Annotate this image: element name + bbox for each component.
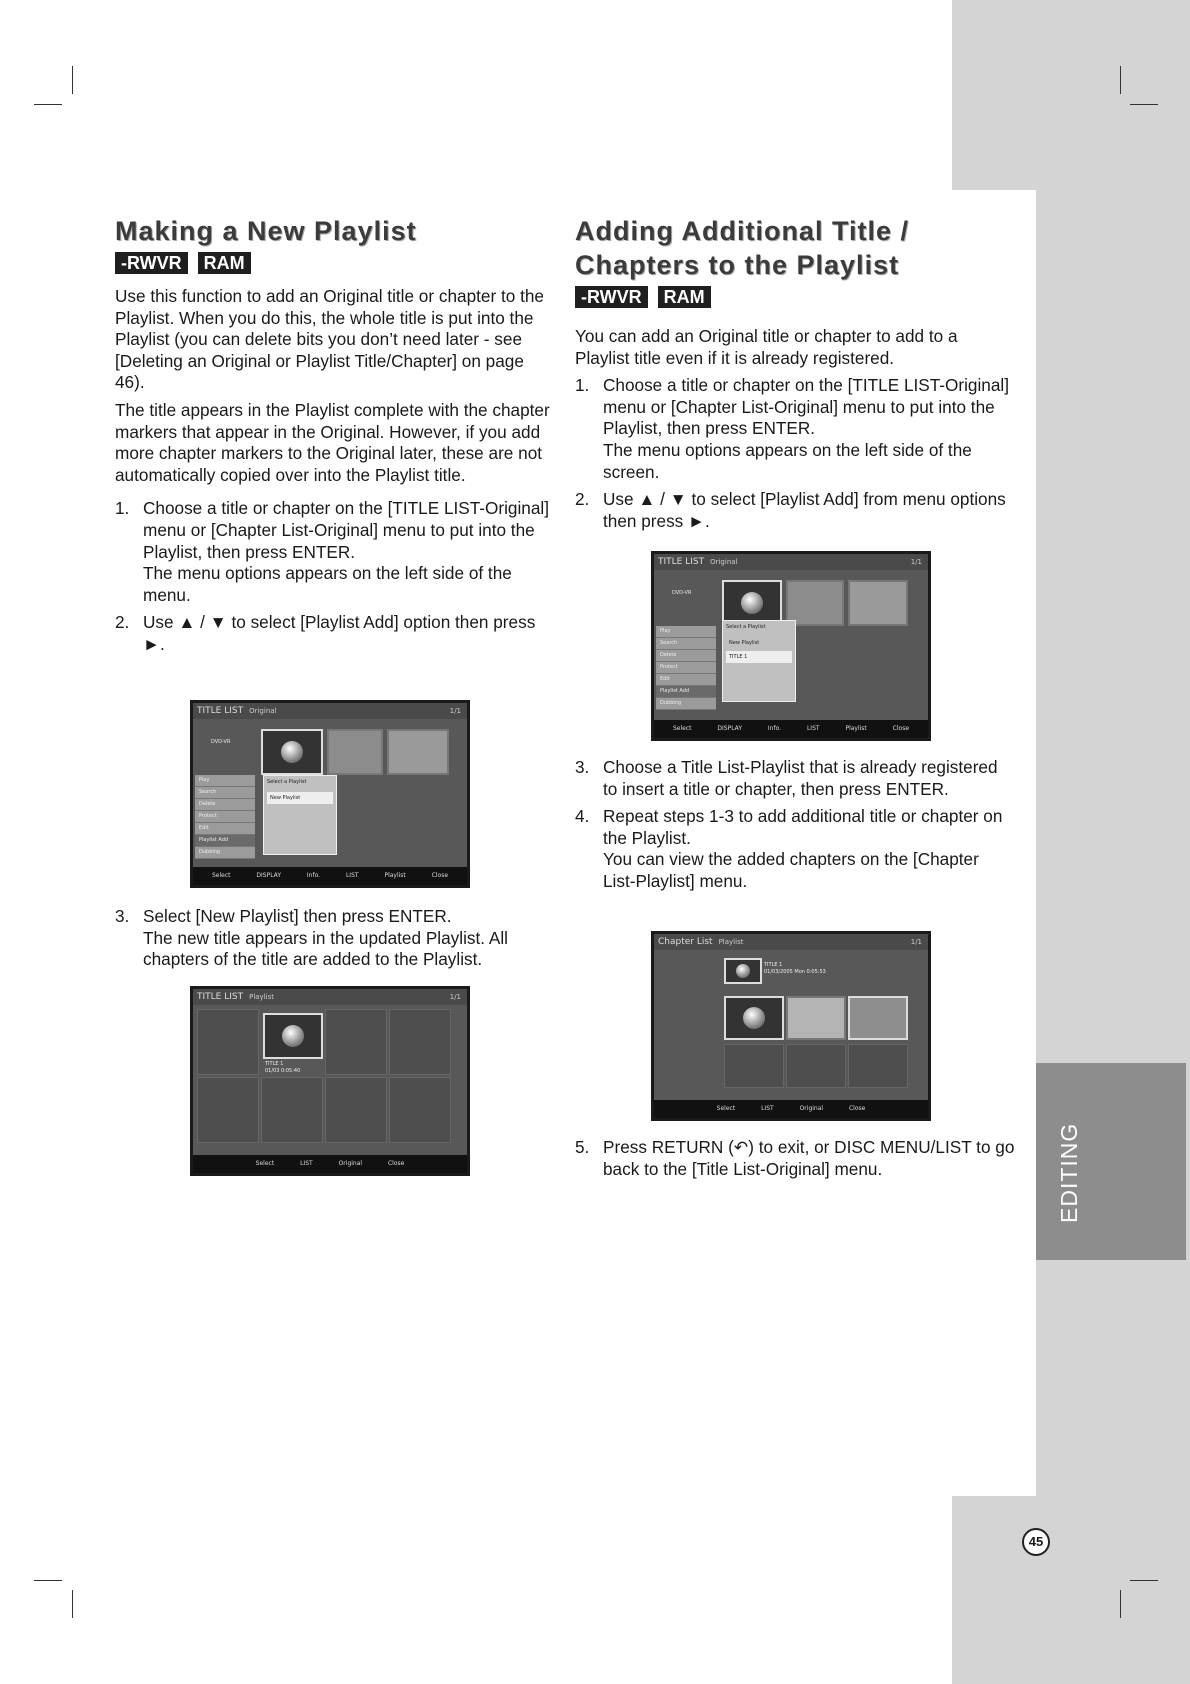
- crop-mark: [1130, 1580, 1158, 1581]
- thumbnail: [261, 729, 323, 775]
- menu-item[interactable]: Protect: [656, 662, 716, 674]
- popup-item[interactable]: TITLE 1: [726, 651, 792, 663]
- thumbnail[interactable]: [848, 996, 908, 1040]
- options-menu: [656, 626, 716, 710]
- thumbnail: [327, 729, 383, 775]
- list-item: [115, 612, 555, 655]
- popup-item[interactable]: New Playlist: [729, 640, 760, 646]
- disc-label: DVD-VR: [672, 590, 692, 596]
- steps-list: [575, 757, 1015, 893]
- menu-item[interactable]: Dubbing: [195, 847, 255, 859]
- grid-cell: [197, 1009, 259, 1075]
- menu-item[interactable]: Playlist Add: [656, 686, 716, 698]
- step-text: Press RETURN (↶) to exit, or DISC MENU/LIST to go back to the [Title List-Original] menu.: [603, 1137, 1015, 1179]
- thumbnail-image: [281, 741, 303, 763]
- step-number: 2.: [115, 612, 130, 633]
- steps-list: [115, 498, 555, 655]
- grid-cell: [325, 1009, 387, 1075]
- page-number: 45: [1022, 1528, 1050, 1556]
- step-note: The menu options appears on the left side of the menu.: [143, 563, 512, 605]
- disc-label: DVD-VR: [211, 739, 231, 745]
- thumbnail-image: [743, 1007, 765, 1029]
- steps-list: [115, 906, 555, 971]
- popup-title: Select a Playlist: [726, 624, 766, 630]
- step-number: 3.: [115, 906, 130, 926]
- screen-footer: Select DISPLAY Info. LIST Playlist Close: [654, 720, 928, 738]
- left-column: [115, 214, 555, 662]
- menu-item[interactable]: Search: [195, 787, 255, 799]
- disc-badge: RAM: [198, 252, 251, 274]
- step-number: 4.: [575, 806, 590, 827]
- list-item: [575, 806, 1015, 892]
- left-column-step3: [115, 906, 555, 977]
- screenshot-title-list-original: [190, 700, 470, 888]
- popup-item[interactable]: New Playlist: [267, 792, 333, 804]
- list-item: [575, 489, 1015, 532]
- menu-item[interactable]: Delete: [195, 799, 255, 811]
- disc-badges: [115, 252, 555, 274]
- screen-footer: Select LIST Original Close: [193, 1155, 467, 1173]
- disc-badge: -RWVR: [115, 252, 188, 274]
- list-item: [575, 757, 1015, 800]
- step-text: Use ▲ / ▼ to select [Playlist Add] option then press ►.: [143, 612, 536, 654]
- menu-item[interactable]: Play: [195, 775, 255, 787]
- step-text: Select [New Playlist] then press ENTER.: [143, 906, 452, 926]
- grid-cell: [389, 1009, 451, 1075]
- screen-header: [654, 554, 928, 570]
- right-column: [575, 214, 1015, 538]
- options-menu: [195, 775, 255, 859]
- step-text: Choose a title or chapter on the [TITLE LIST-Original] menu or [Chapter List-Original] menu to put into the Playlist, then press ENTER.: [603, 375, 1010, 439]
- screenshot-select-playlist: [651, 551, 931, 741]
- section-title: Making a New Playlist: [115, 216, 417, 246]
- step-text: Choose a title or chapter on the [TITLE LIST-Original] menu or [Chapter List-Original] menu to put into the Playlist, then press ENTER.: [143, 498, 550, 562]
- playlist-popup: [263, 775, 337, 855]
- crop-mark: [72, 66, 73, 94]
- thumbnail: [387, 729, 449, 775]
- menu-item[interactable]: Edit: [656, 674, 716, 686]
- thumbnail: [724, 958, 762, 984]
- menu-item[interactable]: Dubbing: [656, 698, 716, 710]
- intro-paragraph: You can add an Original title or chapter to add to a Playlist title even if it is already registered.: [575, 326, 958, 368]
- disc-badges: [575, 286, 1015, 308]
- intro-paragraph: The title appears in the Playlist complete with the chapter markers that appear in the Original. However, if you add more chapter markers to the Original later, these are not automatically copied over into the Playlist title.: [115, 399, 550, 485]
- screen-title: TITLE LIST: [197, 706, 244, 716]
- grid-cell: [786, 1044, 846, 1088]
- step-text: Use ▲ / ▼ to select [Playlist Add] from menu options then press ►.: [603, 489, 1006, 531]
- step-note: The new title appears in the updated Playlist. All chapters of the title are added to the Playlist.: [143, 927, 508, 970]
- crop-mark: [1120, 66, 1121, 94]
- crop-mark: [1130, 104, 1158, 105]
- grid-cell: [197, 1077, 259, 1143]
- section-tab-label: EDITING: [1056, 1122, 1082, 1223]
- playlist-popup: [722, 620, 796, 702]
- screen-header: [193, 703, 467, 719]
- section-tab: [1036, 1063, 1186, 1260]
- screen-header: [654, 934, 928, 950]
- step-number: 2.: [575, 489, 590, 510]
- crop-mark: [1120, 1590, 1121, 1618]
- screenshot-title-list-playlist: [190, 986, 470, 1176]
- list-item: [115, 498, 555, 606]
- screen-title: TITLE LIST: [658, 557, 705, 567]
- thumbnail: [848, 580, 908, 626]
- menu-item[interactable]: Play: [656, 626, 716, 638]
- thumbnail-image: [736, 964, 750, 978]
- screen-subtitle: Playlist: [718, 938, 744, 946]
- side-band-bottom: [952, 1496, 1190, 1684]
- screen-page: 1/1: [910, 558, 922, 566]
- screen-footer: Select LIST Original Close: [654, 1100, 928, 1118]
- crop-mark: [72, 1590, 73, 1618]
- step-note: You can view the added chapters on the [Chapter List-Playlist] menu.: [603, 849, 979, 891]
- screen-title: TITLE LIST: [197, 992, 244, 1002]
- screen-page: 1/1: [449, 707, 461, 715]
- list-item: [575, 1137, 1015, 1180]
- screen-subtitle: Original: [710, 558, 738, 566]
- list-item: [115, 906, 555, 971]
- side-band-top: [952, 0, 1190, 190]
- thumbnail[interactable]: [724, 996, 784, 1040]
- menu-item[interactable]: Playlist Add: [195, 835, 255, 847]
- step-note: The menu options appears on the left side of the screen.: [603, 439, 972, 482]
- disc-badge: -RWVR: [575, 286, 648, 308]
- screen-page: 1/1: [910, 938, 922, 946]
- section-title: Chapters to the Playlist: [575, 250, 900, 280]
- crop-mark: [34, 1580, 62, 1581]
- step-text: Repeat steps 1-3 to add additional title or chapter on the Playlist.: [603, 806, 1003, 848]
- screen-page: 1/1: [449, 993, 461, 1001]
- grid-cell: [848, 1044, 908, 1088]
- right-column-steps: [575, 757, 1015, 899]
- thumbnail-image: [282, 1025, 304, 1047]
- menu-item[interactable]: Edit: [195, 823, 255, 835]
- step-number: 1.: [115, 498, 130, 519]
- section-title: Adding Additional Title /: [575, 216, 909, 246]
- step-number: 3.: [575, 757, 590, 777]
- thumbnail-image: [741, 592, 763, 614]
- disc-badge: RAM: [658, 286, 711, 308]
- thumbnail[interactable]: [263, 1013, 323, 1059]
- menu-item[interactable]: Protect: [195, 811, 255, 823]
- item-title: TITLE 1: [265, 1061, 284, 1067]
- item-meta: 01/03 0:05:40: [265, 1068, 301, 1074]
- popup-title: Select a Playlist: [267, 779, 307, 785]
- screen-footer: Select DISPLAY Info. LIST Playlist Close: [193, 867, 467, 885]
- crop-mark: [34, 104, 62, 105]
- item-meta: 01/03/2005 Mon 0:05:53: [764, 969, 826, 975]
- steps-list: [575, 1137, 1015, 1180]
- steps-list: [575, 375, 1015, 532]
- step-text: Choose a Title List-Playlist that is already registered to insert a title or chapter, then press ENTER.: [603, 757, 998, 799]
- step-number: 1.: [575, 375, 590, 396]
- screen-title: Chapter List: [658, 937, 713, 947]
- menu-item[interactable]: Search: [656, 638, 716, 650]
- screen-subtitle: Original: [249, 707, 277, 715]
- right-column-step5: [575, 1137, 1015, 1186]
- screen-header: [193, 989, 467, 1005]
- grid-cell: [724, 1044, 784, 1088]
- thumbnail[interactable]: [786, 996, 846, 1040]
- grid-cell: [325, 1077, 387, 1143]
- screenshot-chapter-list-playlist: [651, 931, 931, 1121]
- grid-cell: [389, 1077, 451, 1143]
- list-item: [575, 375, 1015, 483]
- side-band-right: [1036, 190, 1190, 1496]
- screen-subtitle: Playlist: [249, 993, 274, 1001]
- intro-paragraph: Use this function to add an Original title or chapter to the Playlist. When you do this, the whole title is put into the Playlist (you can delete bits you don’t need later - see [Deleting an Original or Playlist Title/Chapter] on page 46).: [115, 286, 544, 393]
- menu-item[interactable]: Delete: [656, 650, 716, 662]
- step-number: 5.: [575, 1137, 590, 1157]
- item-title: TITLE 1: [764, 962, 783, 968]
- grid-cell: [261, 1077, 323, 1143]
